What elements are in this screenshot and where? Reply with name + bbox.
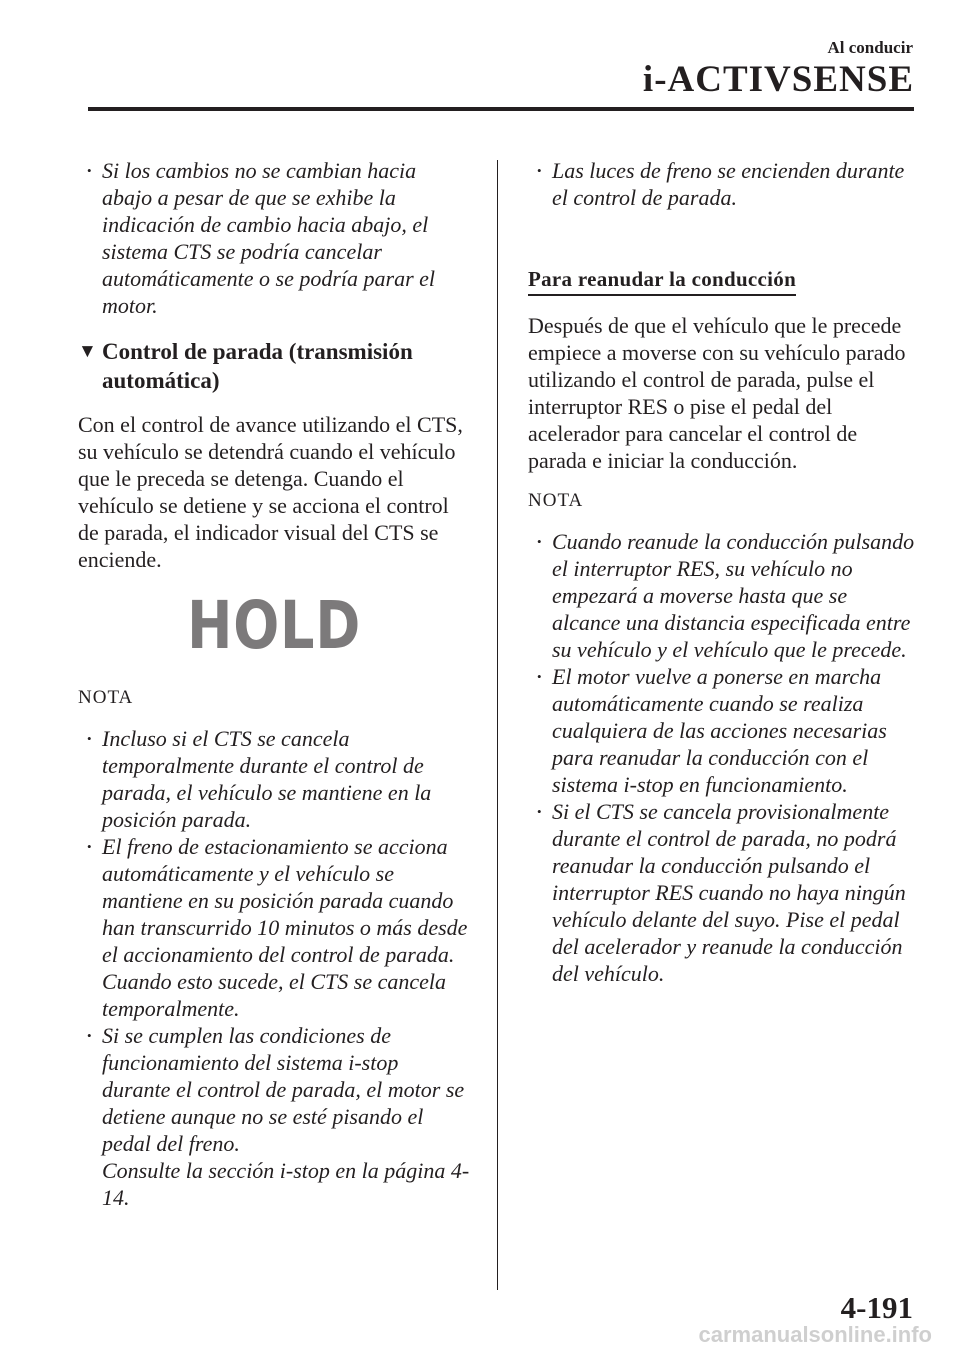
page-number: 4-191 <box>840 1290 913 1325</box>
subsection-heading: Para reanudar la conducción <box>528 267 796 296</box>
body-paragraph: Después de que el vehículo que le precede empiece a moverse con su vehículo parado utilizando el control de parada, pulse el interruptor RES o pise el pedal del acelerador para cancelar el control de parada e iniciar la conducción. <box>528 313 906 473</box>
nota-label: NOTA <box>528 490 584 511</box>
section-heading <box>78 337 470 395</box>
nota-item: • Incluso si el CTS se cancela temporalmente durante el control de parada, el vehículo se mantiene en la posición parada. <box>78 725 470 833</box>
chapter-title: i-ACTIVSENSE <box>642 59 914 100</box>
nota-item: • Cuando reanude la conducción pulsando el interruptor RES, su vehículo no empezará a moverse hasta que se alcance una distancia especificada entre su vehículo y el vehículo que le precede. <box>528 528 920 663</box>
nota-list <box>528 528 920 987</box>
nota-item: • Si el CTS se cancela provisionalmente durante el control de parada, no podrá reanudar la conducción pulsando el interruptor RES cuando no haya ningún vehículo delante del suyo. Pise el pedal del acelerador y reanude la conducción del vehículo. <box>528 798 920 987</box>
section-label: Al conducir <box>827 38 913 57</box>
header-rule <box>88 107 914 111</box>
nota-item: • El motor vuelve a ponerse en marcha automáticamente cuando se realiza cualquiera de las acciones necesarias para reanudar la conducción con el sistema i-stop en funcionamiento. <box>528 663 920 798</box>
hold-indicator <box>78 587 470 671</box>
nota-item-text: Si se cumplen las condiciones de funcionamiento del sistema i-stop durante el control de parada, el motor se detiene aunque no se esté pisando el pedal del freno. <box>102 1023 465 1156</box>
intro-bullet: • Las luces de freno se encienden durante el control de parada. <box>528 157 920 211</box>
intro-bullet: • Si los cambios no se cambian hacia abajo a pesar de que se exhibe la indicación de cambio hacia abajo, el sistema CTS se podría cancelar automáticamente o se podría parar el motor. <box>78 157 470 319</box>
nota-item <box>78 1022 470 1211</box>
nota-label: NOTA <box>78 687 134 708</box>
hold-indicator-text: HOLD <box>187 587 361 664</box>
right-column <box>528 157 920 987</box>
page-reference: Consulte la sección i-stop en la página 4-14. <box>102 1158 470 1210</box>
watermark: carmanualsonline.info <box>698 1322 932 1347</box>
nota-list <box>78 725 470 1211</box>
triangle-marker-icon: ▼ <box>78 341 97 362</box>
column-divider <box>497 160 498 1290</box>
section-heading-text: Control de parada (transmisión automática) <box>102 339 413 393</box>
left-column <box>78 157 470 1211</box>
nota-item: • El freno de estacionamiento se acciona automáticamente y el vehículo se mantiene en su posición parada cuando han transcurrido 10 minutos o más desde el accionamiento del control de parada. Cuando esto sucede, el CTS se cancela temporalmente. <box>78 833 470 1022</box>
body-paragraph: Con el control de avance utilizando el CTS, su vehículo se detendrá cuando el vehículo que le preceda se detenga. Cuando el vehículo se detiene y se acciona el control de parada, el indicador visual del CTS se enciende. <box>78 412 463 572</box>
